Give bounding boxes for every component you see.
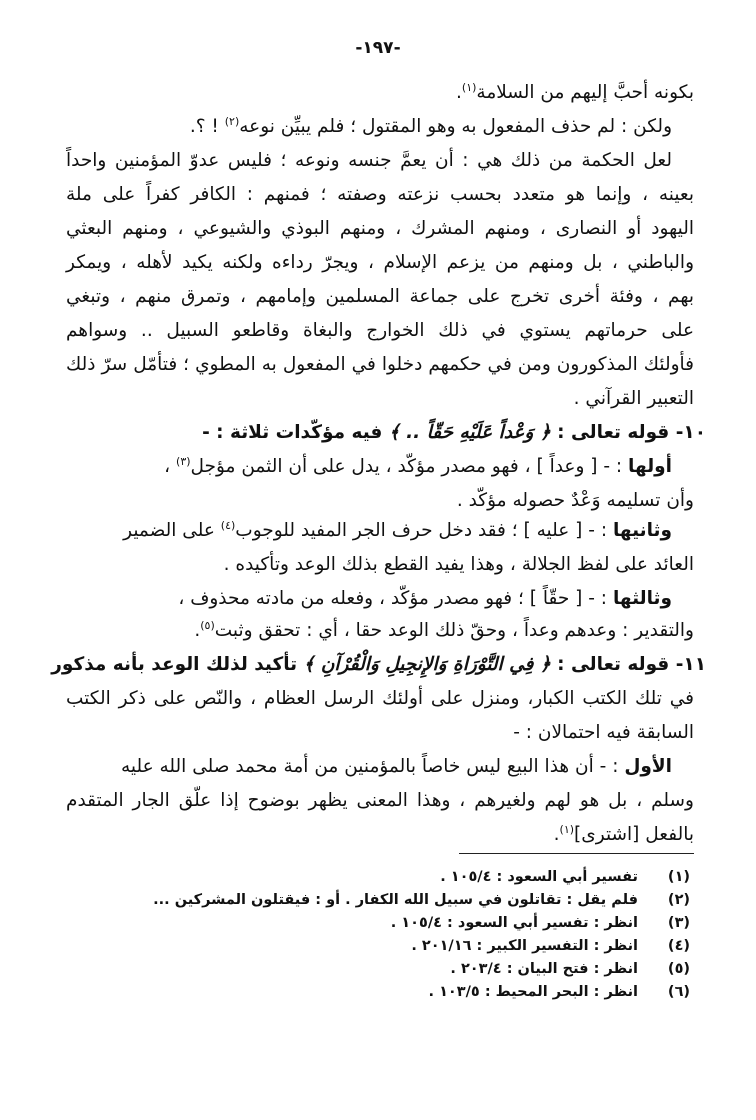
footnote-ref[interactable]: (١) — [461, 80, 477, 94]
footnote-separator — [459, 853, 694, 854]
body-line: السابقة فيه احتمالان : - — [513, 722, 694, 743]
footnote: (٣)انظر : تفسير أبي السعود : ١٠٥/٤ . — [390, 915, 691, 931]
verse-item-11: ١١- قوله تعالى : ﴿ فِي التَّوْرَاةِ وَالإِنجِيلِ وَالْقُرْآنِ ﴾ تأكيد لذلك الوعد بأنه مذكور — [51, 654, 706, 675]
body-line: وسلم ، بل هو لهم ولغيرهم ، وهذا المعنى يظهر بوضوح إذا علّق الجار المتقدم — [66, 790, 694, 811]
body-line: والباطني ، بل ومنهم من يزعم الإسلام ، ويجرّ رداءه ولكنه يكيد لأهله ، ويمكر — [66, 252, 694, 273]
footnote-ref[interactable]: (١) — [559, 822, 575, 836]
footnote: (٢)فلم يقل : تقاتلون في سبيل الله الكفار . أو : فيقتلون المشركين ... — [153, 892, 691, 908]
body-line: اليهود أو النصارى ، ومنهم المشرك ، ومنهم البوذي والشيوعي ، ومنهم البعثي — [66, 218, 694, 239]
verse-item-10: ١٠- قوله تعالى : ﴿ وَعْداً عَلَيْهِ حَقّاً .. ﴾ فيه مؤكّدات ثلاثة : - — [202, 422, 706, 443]
body-line: ولكن : لم حذف المفعول به وهو المقتول ؛ فلم يبيِّن نوعه$^{(٢)}$ ! ؟. — [189, 114, 672, 137]
footnote: (١)تفسير أبي السعود : ١٠٥/٤ . — [440, 869, 691, 885]
footnote: (٥)انظر : فتح البيان : ٢٠٣/٤ . — [450, 961, 691, 977]
footnote-ref[interactable]: (٤) — [220, 518, 236, 532]
body-line: في تلك الكتب الكبار، ومنزل على أولئك الرسل العظام ، والنّص على ذكر الكتب — [66, 688, 694, 709]
body-line: لعل الحكمة من ذلك هي : أن يعمَّ جنسه ونوعه ؛ فليس عدوّ المؤمنين واحداً — [66, 150, 672, 171]
body-line: بعينه ، وإنما هو متعدد بحسب نزعته وصفته ؛ فمنهم : الكافر كفراً على ملة — [66, 184, 694, 205]
body-line: بهم ، وفئة أخرى تخرج على جماعة المسلمين وإمامهم ، وتمرق منهم ، وتبغي — [66, 286, 694, 307]
body-line: التعبير القرآني . — [573, 388, 694, 409]
body-line: العائد على لفظ الجلالة ، وهذا يفيد القطع بذلك الوعد وتأكيده . — [223, 554, 694, 575]
point-label: وثالثها — [612, 588, 672, 609]
body-line: على حرماتهم يستوي في ذلك الخوارج والبغاة وقاطعو السبيل .. وسواهم — [66, 320, 694, 341]
quran-quote: ﴿ وَعْداً عَلَيْهِ حَقّاً .. ﴾ — [388, 422, 551, 443]
page-number: -١٩٧- — [355, 38, 401, 58]
body-line: أولها : - [ وعداً ] ، فهو مصدر مؤكّد ، يدل على أن الثمن مؤجل$^{(٣)}$ ، — [164, 454, 672, 477]
body-line: والتقدير : وعدهم وعداً ، وحقّ ذلك الوعد حقا ، أي : تحقق وثبت$^{(٥)}$. — [194, 618, 694, 641]
body-line: وثالثها : - [ حقّاً ] ؛ فهو مصدر مؤكّد ، وفعله من مادته محذوف ، — [178, 588, 672, 609]
footnote-ref[interactable]: (٢) — [224, 114, 240, 128]
point-label: وثانيها — [612, 520, 672, 541]
point-label: الأول — [624, 756, 672, 777]
footnote-ref[interactable]: (٥) — [200, 618, 215, 632]
point-label: أولها — [628, 456, 672, 477]
footnote: (٦)انظر : البحر المحيط : ١٠٣/٥ . — [428, 984, 691, 1000]
body-line: بالفعل [اشترى]$^{(١)}$. — [553, 822, 694, 845]
footnote: (٤)انظر : التفسير الكبير : ٢٠١/١٦ . — [411, 938, 691, 954]
body-line: بكونه أحبَّ إليهم من السلامة$^{(١)}$. — [456, 80, 694, 103]
quran-quote: ﴿ فِي التَّوْرَاةِ وَالإِنجِيلِ وَالْقُرْآنِ ﴾ — [303, 654, 551, 675]
footnote-ref[interactable]: (٣) — [176, 454, 191, 468]
body-line: الأول : - أن هذا البيع ليس خاصاً بالمؤمنين من أمة محمد صلى الله عليه — [120, 756, 672, 777]
body-line: وأن تسليمه وَعْدٌ حصوله مؤكّد . — [456, 490, 694, 511]
body-line: وثانيها : - [ عليه ] ؛ فقد دخل حرف الجر المفيد للوجوب$^{(٤)}$ على الضمير — [123, 518, 672, 541]
body-line: فأولئك المذكورون ومن في حكمهم دخلوا في المفعول به المطوي ؛ فتأمّل سرّ ذلك — [66, 354, 694, 375]
